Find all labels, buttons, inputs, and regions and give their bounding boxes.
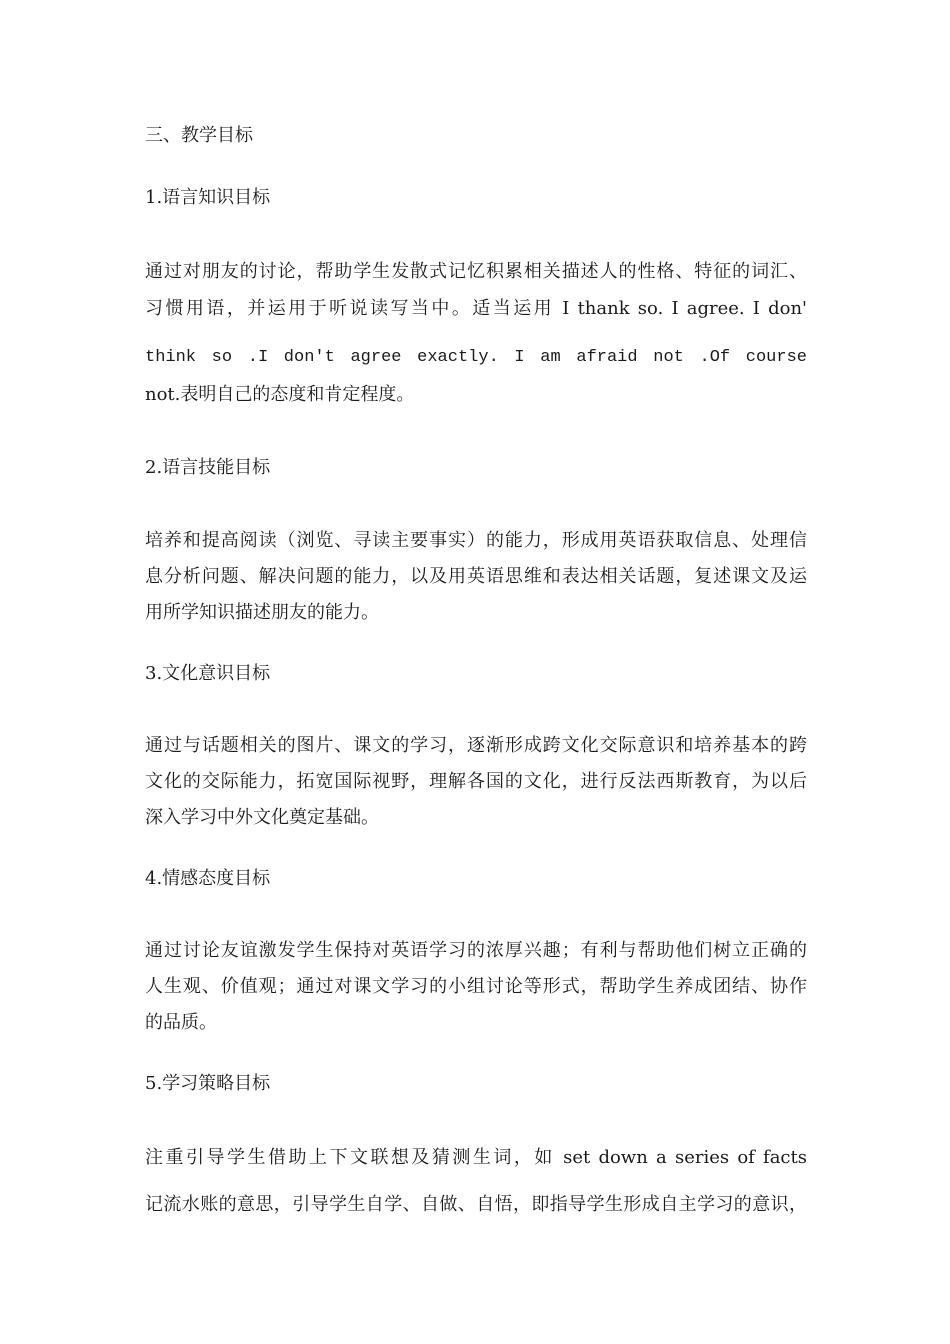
item-1-line-4: not.表明自己的态度和肯定程度。 [145, 384, 415, 405]
item-2-heading: 2.语言技能目标 [145, 457, 271, 478]
item-1-line-3: think so .I don't agree exactly. I am afraid not .Of course [145, 348, 807, 367]
item-1-line-2: 习惯用语，并运用于听说读写当中。适当运用 I thank so. I agree. I don' [145, 298, 807, 319]
item-5-heading: 5.学习策略目标 [145, 1073, 271, 1094]
section-heading: 三、教学目标 [145, 125, 253, 146]
item-2-line-2: 息分析问题、解决问题的能力，以及用英语思维和表达相关话题，复述课文及运 [145, 566, 807, 587]
item-4-line-2: 人生观、价值观；通过对课文学习的小组讨论等形式，帮助学生养成团结、协作 [145, 976, 807, 997]
item-4-heading: 4.情感态度目标 [145, 868, 271, 889]
item-3-line-1: 通过与话题相关的图片、课文的学习，逐渐形成跨文化交际意识和培养基本的跨 [145, 735, 807, 756]
item-4-line-1: 通过讨论友谊激发学生保持对英语学习的浓厚兴趣；有利与帮助他们树立正确的 [145, 940, 807, 961]
item-5-line-1: 注重引导学生借助上下文联想及猜测生词，如 set down a series of facts [145, 1147, 807, 1168]
item-2-line-3: 用所学知识描述朋友的能力。 [145, 602, 379, 623]
item-3-line-2: 文化的交际能力，拓宽国际视野，理解各国的文化，进行反法西斯教育，为以后 [145, 771, 807, 792]
item-3-heading: 3.文化意识目标 [145, 663, 271, 684]
item-4-line-3: 的品质。 [145, 1012, 217, 1033]
item-3-line-3: 深入学习中外文化奠定基础。 [145, 807, 379, 828]
item-1-line-1: 通过对朋友的讨论，帮助学生发散式记忆积累相关描述人的性格、特征的词汇、 [145, 261, 807, 282]
item-5-line-2: 记流水账的意思，引导学生自学、自做、自悟，即指导学生形成自主学习的意识， [145, 1194, 807, 1215]
item-1-heading: 1.语言知识目标 [145, 187, 271, 208]
item-2-line-1: 培养和提高阅读（浏览、寻读主要事实）的能力，形成用英语获取信息、处理信 [145, 530, 807, 551]
